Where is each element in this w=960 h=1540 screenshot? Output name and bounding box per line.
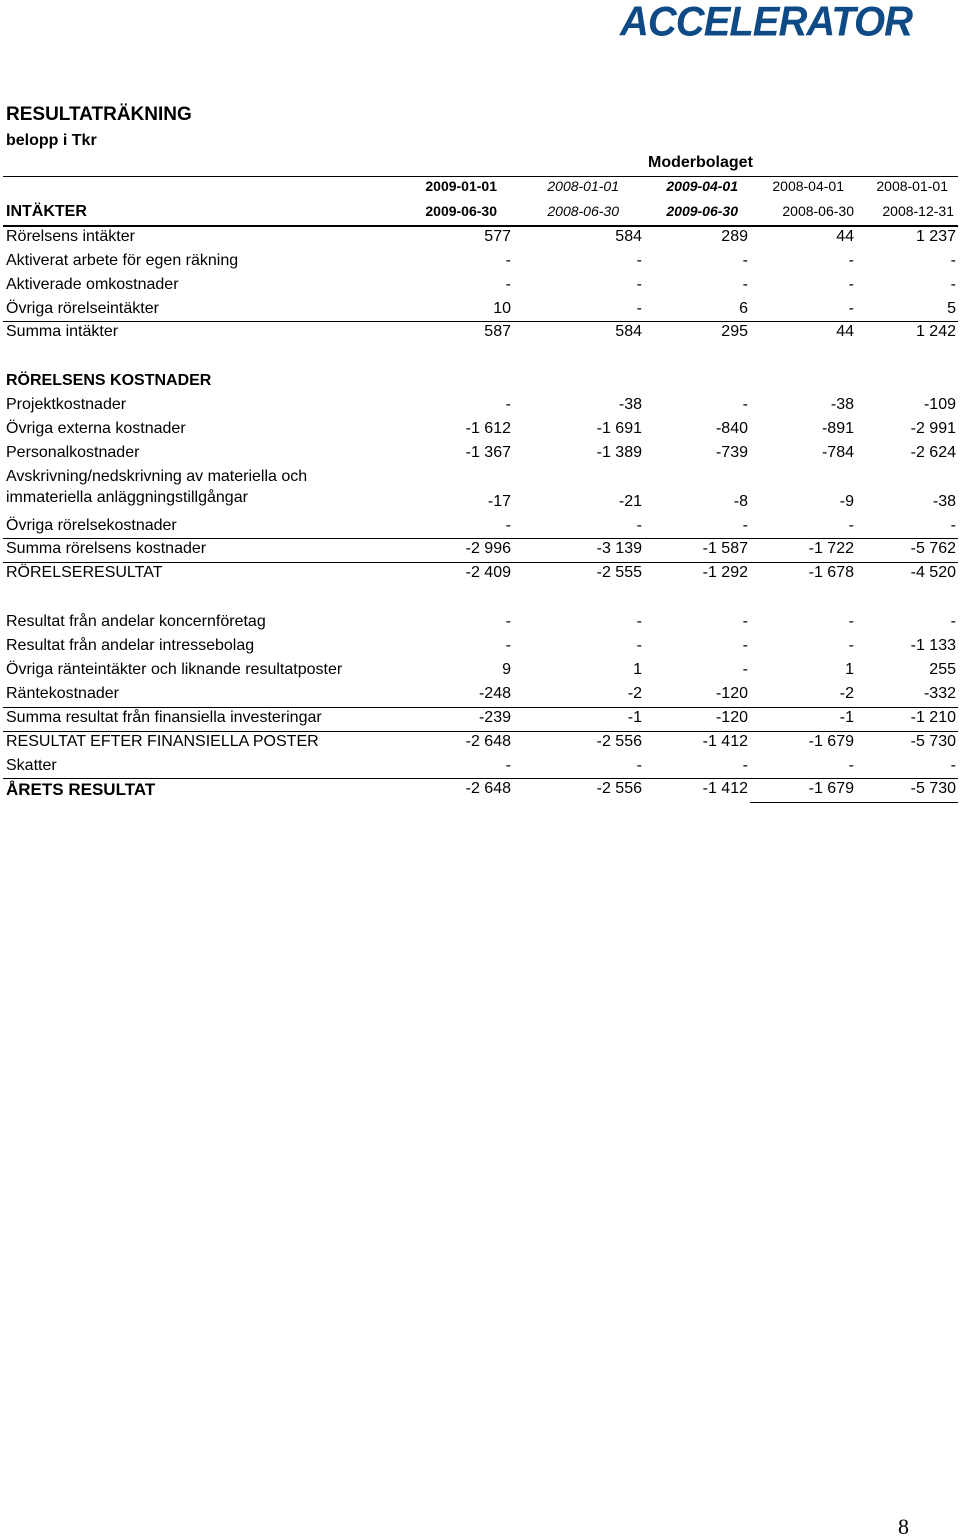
cell: - [848,517,854,534]
row-label: Skatter [6,757,57,774]
row-label: Övriga rörelseintäkter [6,300,159,317]
table-row [0,613,960,635]
col3-to: 2009-06-30 [666,203,738,219]
cell: - [950,252,956,269]
col1-to: 2009-06-30 [425,203,497,219]
col5-from: 2008-01-01 [876,178,948,194]
sum-rule [3,707,958,708]
table-row [0,300,960,322]
cell: - [742,613,748,630]
cell: -2 991 [910,420,956,437]
row-label: Rörelsens intäkter [6,228,135,245]
col4-to: 2008-06-30 [782,203,854,219]
cell: -1 292 [702,564,748,581]
col5-to: 2008-12-31 [882,203,954,219]
company-logo: ACCELERATOR [620,0,912,46]
cell: 577 [484,228,511,245]
cell: -2 556 [596,733,642,750]
cell: -1 679 [808,733,854,750]
cell: - [505,757,511,774]
sum-rule [3,321,958,322]
cell: -2 648 [465,780,511,797]
cell: -4 520 [910,564,956,581]
row-label: Aktiverat arbete för egen räkning [6,252,239,269]
cell: -2 [627,685,642,702]
cell: -120 [715,685,748,702]
cell: 1 [845,661,854,678]
cell: -784 [821,444,854,461]
cell: -38 [830,396,854,413]
cell: 1 [633,661,642,678]
cell: 1 237 [915,228,956,245]
table-row-sum [0,323,960,345]
cell: - [742,517,748,534]
table-row [0,396,960,418]
cell: -5 730 [910,780,956,797]
row-label: Resultat från andelar intressebolag [6,637,255,654]
row-label: Övriga ränteintäkter och liknande resultatposter [6,661,343,678]
cell: - [950,276,956,293]
row-label: Räntekostnader [6,685,119,702]
cell: -248 [478,685,511,702]
final-underline [750,802,958,803]
cell: 587 [484,323,511,340]
col1-from: 2009-01-01 [425,178,497,194]
row-label: ÅRETS RESULTAT [6,780,156,799]
group-heading: Moderbolaget [648,154,753,171]
cell: -17 [487,493,511,510]
cell: -1 367 [465,444,511,461]
header-rule-bottom [3,225,958,227]
cell: -5 762 [910,540,956,557]
table-row-final [0,780,960,802]
table-row [0,420,960,442]
row-label-continued: immateriella anläggningstillgångar [6,489,248,506]
row-label: Personalkostnader [6,444,140,461]
col2-from: 2008-01-01 [547,178,619,194]
cell: -120 [715,709,748,726]
cell: -1 210 [910,709,956,726]
cell: -739 [715,444,748,461]
cell: - [848,276,854,293]
table-row [0,493,960,515]
column-to-dates [0,203,960,223]
cell: -2 555 [596,564,642,581]
row-label: Summa rörelsens kostnader [6,540,207,557]
cell: -2 409 [465,564,511,581]
cell: 9 [502,661,511,678]
table-row-sum [0,540,960,562]
table-row [0,276,960,298]
cell: -38 [932,493,956,510]
cell: -1 691 [596,420,642,437]
cell: - [848,613,854,630]
col2-to: 2008-06-30 [547,203,619,219]
col3-from: 2009-04-01 [666,178,738,194]
cell: -332 [923,685,956,702]
cell: -840 [715,420,748,437]
cell: -1 412 [702,780,748,797]
row-label: Summa resultat från finansiella investeringar [6,709,322,726]
cell: - [505,517,511,534]
cell: -1 [627,709,642,726]
cell: -21 [618,493,642,510]
row-label: Resultat från andelar koncernföretag [6,613,266,630]
cell: -239 [478,709,511,726]
cell: 295 [721,323,748,340]
row-label: RESULTAT EFTER FINANSIELLA POSTER [6,733,319,750]
cell: - [505,396,511,413]
cell: - [505,276,511,293]
cell: - [848,757,854,774]
cell: -5 730 [910,733,956,750]
section-kostnader: RÖRELSENS KOSTNADER [6,372,212,389]
cell: -8 [733,493,748,510]
table-row [0,517,960,539]
cell: - [505,637,511,654]
cell: - [950,517,956,534]
row-label: Summa intäkter [6,323,119,340]
column-from-dates [0,178,960,198]
cell: -1 133 [910,637,956,654]
cell: -2 556 [596,780,642,797]
cell: 44 [836,228,854,245]
cell: - [636,276,642,293]
cell: -1 678 [808,564,854,581]
cell: - [742,637,748,654]
report-subtitle: belopp i Tkr [6,132,97,149]
section-intakter: INTÄKTER [6,203,87,220]
cell: - [848,252,854,269]
cell: 584 [615,228,642,245]
sum-rule [3,731,958,732]
row-label: Aktiverade omkostnader [6,276,179,293]
row-label: Avskrivning/nedskrivning av materiella och [6,468,308,485]
cell: 6 [739,300,748,317]
cell: - [742,252,748,269]
cell: - [636,637,642,654]
cell: -1 [839,709,854,726]
cell: 289 [721,228,748,245]
cell: -9 [839,493,854,510]
cell: - [636,300,642,317]
row-label: Övriga externa kostnader [6,420,186,437]
cell: 584 [615,323,642,340]
cell: - [742,661,748,678]
cell: -1 412 [702,733,748,750]
sum-rule [3,538,958,539]
col4-from: 2008-04-01 [772,178,844,194]
cell: -2 996 [465,540,511,557]
cell: -2 648 [465,733,511,750]
cell: -1 612 [465,420,511,437]
cell: 5 [947,300,956,317]
cell: - [636,517,642,534]
cell: - [636,252,642,269]
header-rule-top [3,176,958,177]
cell: - [636,757,642,774]
row-label: Projektkostnader [6,396,127,413]
table-row [0,252,960,274]
table-row-label-line1 [0,468,960,490]
cell: 44 [836,323,854,340]
sum-rule [3,562,958,563]
table-row [0,637,960,659]
cell: - [742,396,748,413]
cell: -1 679 [808,780,854,797]
cell: - [848,637,854,654]
cell: 1 242 [915,323,956,340]
cell: 10 [493,300,511,317]
report-title: RESULTATRÄKNING [6,104,192,125]
table-row [0,685,960,707]
cell: -1 389 [596,444,642,461]
cell: -2 624 [910,444,956,461]
cell: -3 139 [596,540,642,557]
cell: -38 [618,396,642,413]
table-row-result [0,564,960,586]
sum-rule [3,778,958,779]
cell: - [505,252,511,269]
row-label: RÖRELSERESULTAT [6,564,163,581]
page-number: 8 [898,1514,909,1539]
cell: -1 587 [702,540,748,557]
cell: - [742,757,748,774]
cell: - [848,300,854,317]
table-row [0,228,960,250]
cell: -1 722 [808,540,854,557]
cell: - [505,613,511,630]
cell: - [950,757,956,774]
table-row-result [0,733,960,755]
cell: -2 [839,685,854,702]
table-row [0,757,960,779]
cell: - [950,613,956,630]
table-row-sum [0,709,960,731]
cell: 255 [929,661,956,678]
table-row [0,661,960,683]
cell: - [742,276,748,293]
table-row [0,444,960,466]
row-label: Övriga rörelsekostnader [6,517,177,534]
cell: -109 [923,396,956,413]
cell: -891 [821,420,854,437]
cell: - [636,613,642,630]
